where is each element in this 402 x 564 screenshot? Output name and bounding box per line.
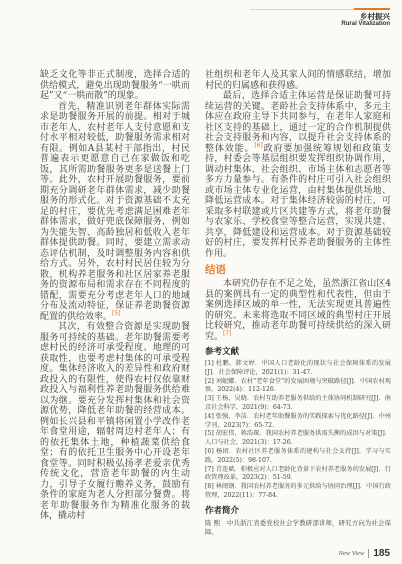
paragraph-operator xyxy=(205,91,391,259)
section-title-en: Rural Vitalization xyxy=(341,21,390,27)
reference-item: [8] 林闽钢．我国农村养老服务的多元供给与协同治理[J]．中国行政管理，2022(11)：77-84． xyxy=(205,483,391,499)
paragraph-resources: 其次，有效整合资源是实现助餐服务可持续的基础。老年助餐需要考虑村民的经济可承受程度、地理的可获取性，也要考虑村集体的可承受程度。集体经济收入的差异性和政府财政投入的有限性，使得农村仅依靠财政投入与福利性养老助餐服务供给难以为继。要充分发挥村集体和社会资源优势，降低老年助餐的经营成本。例如长兴县和平镇将闲置小学改作老年食堂用途，辐射周边村老年人；有的依托集体土地，种植蔬菜供给食堂；有的依托卫生服务中心开设老年食堂等。同时积极弘扬孝老爱亲优秀传统文化，营造老年助餐的内生动力，引导子女履行赡养义务，鼓励有条件的家庭为老人分担部分餐费。将老年助餐服务作为精准化服务的载体，撬动村 xyxy=(40,322,190,521)
paragraph-text: 最后，选择合适主体运营是保证助餐可持续运营的关键。老龄社会支持体系中，多元主体应在政府主导下共同参与，在老年人家庭和社区支持的基础上，通过一定的合作机制提供社会支持服务和内容，以提升社会支持体系的整体效能。 xyxy=(205,91,391,154)
reference-item: [4] 张强，李洁．农村老年助餐服务的实践探索与优化路径[J]．中州学刊，2023(7)：65-72． xyxy=(205,412,391,429)
reference-item: [6] 杨团．农村社区养老服务体系的建构与社会支持[J]．学习与实践，2022(5)：98-107． xyxy=(205,447,391,464)
reference-item: [2] 刘妮娜．农村“老年食堂”的发展困境与突破路径[J]．中国农村观察，2022(4)：112-126． xyxy=(205,377,391,394)
author-bio-heading: 作者简介 xyxy=(205,505,240,516)
citation-marker: [6] xyxy=(254,141,263,149)
conclusion-heading: 结语 xyxy=(205,264,226,276)
references-list xyxy=(205,360,391,501)
paragraph-continuation: 缺乏文化等非正式制度，选择合适的供给模式，避免出现助餐服务“一哄而起”又“一哄而散”的现象。 xyxy=(40,70,190,101)
paragraph-text: 首先，精准识别老年群体实际需求是助餐服务开展的前提。相对于城市老年人，农村老年人支付意愿和支付水平相对较低，助餐服务需求相对有限。例如A县某村干部指出，村民普遍表示更愿意自己在家做饭和吃饭，其所需助餐服务更多是送餐上门等。此外，农村开展助餐服务，要前期充分调研老年群体需求，减少助餐服务的形式化。对于资源基础不太充足的村庄，要优先考虑满足困难老年群体需求，做好兜底保障服务，例如为失能失智、高龄独居和低收入老年群体提供助餐。同时，要建立需求动态评估机制，及时调整服务内容和供给方式。另外，农村村民居住较为分散，机构养老服务和社区居家养老服务的资源布局和需求存在不同程度的错配，需要充分考虑老年人口的地域分布及流动特征，保证养老助餐资源配置的供给效率。 xyxy=(40,101,190,322)
footer-divider xyxy=(368,549,369,558)
right-column xyxy=(205,70,391,537)
citation-marker: [7] xyxy=(223,329,232,337)
section-title-cn: 乡村振兴 xyxy=(360,12,390,21)
header-accent-bar xyxy=(354,8,390,10)
references-heading: 参考文献 xyxy=(205,347,240,357)
left-column xyxy=(40,70,190,522)
conclusion-paragraph xyxy=(205,279,391,342)
paragraph-continuation: 社组织和老年人及其家人间的情感联结，增加村民的归属感和获得感。 xyxy=(205,70,391,91)
author-bio-text: 陈 熙 中共浙江省委党校社会学教研部讲师，研究方向为社会保障。 xyxy=(205,518,391,536)
paragraph-demand xyxy=(40,102,190,323)
reference-item: [5] 胡宏伟，蒋浩琛．我国农村养老服务供需失衡的成因与对策[J]．人口与社会，2021(3)：17-26． xyxy=(205,430,391,447)
paragraph-text: 本研究仍存在不足之处，虽然浙江省山区4县的案例具有一定的典型性和代表性，但由于案例选择区域的单一性，无法实现更具普遍性的研究。未来将选取不同区域的典型村庄开展比较研究，推动老年助餐可持续供给的深入研究。 xyxy=(205,279,391,342)
reference-item: [1] 杜鹏，韩文婷．中国人口老龄化的现状与社会保障体系的发展[J]．社会保障评论，2021(1)：31-47． xyxy=(205,360,391,376)
page-number: 185 xyxy=(373,548,390,559)
reference-item: [7] 青连斌．积极应对人口老龄化背景下农村养老服务的发展[J]．行政管理改革，2023(2)：51-59． xyxy=(205,465,391,482)
reference-item: [3] 王杨，吴晓．农村互助养老服务供给的主体协同机制研究[J]．南京社会科学，2021(9)：64-73． xyxy=(205,395,391,411)
page-footer xyxy=(339,548,390,559)
paragraph-text: 政府要加强统筹规划和政策支持，村委会等基层组织要发挥组织协调作用，调动村集体、社会组织、市场主体和志愿者等多方力量参与。有条件的村庄可引入社会组织或市场主体专业化运营，由村集体提供场地、降低运营成本。对于集体经济较弱的村庄，可采取多村联建或片区共建等方式，将老年助餐与农家乐、学校食堂等整合运营，实现共建、共享，降低建设和运营成本。对于资源基础较好的村庄，要发挥村民养老助餐服务的主体性作用。 xyxy=(205,143,391,259)
citation-marker: [5] xyxy=(112,309,121,317)
journal-name: New View xyxy=(338,550,365,557)
